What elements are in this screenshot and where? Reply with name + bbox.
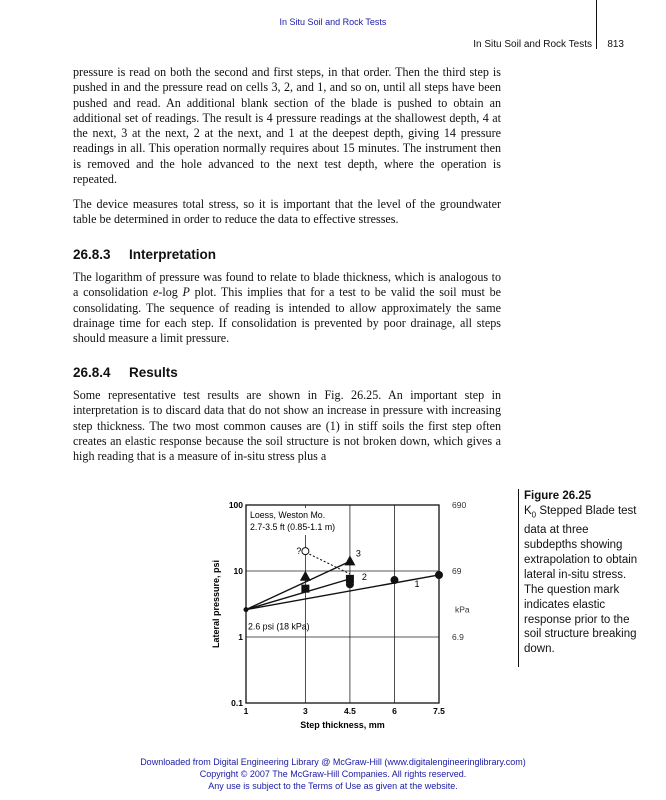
section-heading-interpretation bbox=[73, 247, 216, 262]
paragraph-2: The device measures total stress, so it is important that the level of the groundwater table be determined in order to reduce the data to effective stresses. bbox=[73, 197, 501, 227]
y-tick-label: 100 bbox=[228, 500, 243, 510]
extrapolation-line-3 bbox=[246, 561, 350, 609]
paragraph-3-part: plot. This implies that for a test to be valid the soil must be consolidating. The sequence of reading is intended to allow approximately the same drainage time for each step. If consolidation is prevented by poor drainage, all steps should measure a limit pressure. bbox=[73, 285, 502, 346]
paragraph-1: pressure is read on both the second and first steps, in that order. Then the third step is pushed in and the pressure read on cells 3, 2, and 1, and so on, until all steps have been pushed and read. An additional blank section of the blade is pushed to obtain an additional set of readings. The result is 4 pressure readings at the shallowest depth, 4 at the next, 3 at the next, 2 at the next, and 1 at the deepest depth, giving 14 pressure readings in all. This operation normally requires about 15 minutes. The instrument then is removed and the hole advanced to the next test depth, where the operation is repeated. bbox=[73, 65, 501, 187]
annotation-site: Loess, Weston Mo. bbox=[250, 510, 326, 520]
paragraph-4-block bbox=[73, 388, 501, 464]
paragraph-3-block bbox=[73, 270, 501, 346]
x-tick-label: 1 bbox=[243, 706, 249, 716]
x-tick-label: 6 bbox=[392, 706, 397, 716]
y-tick-label: 1 bbox=[238, 632, 243, 642]
series-label-2: 2 bbox=[361, 571, 367, 582]
extrapolation-line-1 bbox=[246, 575, 439, 610]
question-mark-label: ? bbox=[296, 546, 302, 557]
paragraph-2-block bbox=[73, 197, 501, 228]
paragraph-3-part: The logarithm of pressure was found to relate to blade thickness, which is analogous to a consolidation bbox=[73, 270, 501, 300]
footer bbox=[0, 756, 666, 792]
series-label-3: 3 bbox=[355, 548, 361, 559]
figure-caption-text bbox=[524, 504, 642, 657]
caption-body: Stepped Blade test data at three subdepths showing extrapolation to obtain lateral in-situ stress. The question mark indicates elastic response prior to the soil structure breaking down. bbox=[524, 504, 638, 656]
extrapolated-intercept-point bbox=[244, 607, 249, 612]
top-link[interactable]: In Situ Soil and Rock Tests bbox=[279, 17, 387, 27]
series-3-point bbox=[300, 571, 311, 581]
x-axis-label: Step thickness, mm bbox=[300, 720, 385, 730]
right-axis-ticks bbox=[452, 500, 470, 642]
section-number: 26.8.3 bbox=[73, 247, 111, 262]
series-3-point bbox=[344, 555, 355, 565]
section-title: Results bbox=[129, 365, 178, 380]
footer-link[interactable]: Downloaded from Digital Engineering Library @ McGraw-Hill (www.digitalengineeringlibrary.com) bbox=[140, 757, 526, 767]
x-tick-label: 7.5 bbox=[433, 706, 445, 716]
running-head: In Situ Soil and Rock Tests bbox=[473, 39, 592, 50]
caption-k: K bbox=[524, 504, 532, 517]
series-label-1: 1 bbox=[414, 579, 420, 590]
italic-p: P bbox=[182, 285, 190, 300]
paragraph-1-block bbox=[73, 65, 501, 187]
chart-labels bbox=[211, 508, 419, 730]
right-tick-label: 690 bbox=[452, 500, 467, 510]
y-tick-label: 10 bbox=[233, 566, 243, 576]
right-tick-label: 69 bbox=[452, 566, 462, 576]
paragraph-4: Some representative test results are shown in Fig. 26.25. An important step in interpretation is to discard data that do not show an increase in pressure with increasing step thickness. The two most common causes are (1) in stiff soils the first step often creates an elastic response because the soil structure is not broken down, which gives a high reading that is a measure of in-situ stress plus a bbox=[73, 388, 501, 464]
annotation-depth: 2.7-3.5 ft (0.85-1.1 m) bbox=[250, 522, 336, 532]
right-tick-label: 6.9 bbox=[452, 632, 464, 642]
header-rule bbox=[596, 0, 597, 49]
footer-terms: Any use is subject to the Terms of Use as given at the website. bbox=[208, 781, 458, 791]
x-tick-label: 4.5 bbox=[344, 706, 356, 716]
series-2-point bbox=[301, 585, 309, 593]
figure-caption-title: Figure 26.25 bbox=[524, 490, 592, 502]
figure-caption bbox=[518, 489, 642, 667]
italic-e: e bbox=[152, 285, 159, 300]
y-tick-label: 0.1 bbox=[231, 698, 243, 708]
section-title: Interpretation bbox=[129, 247, 217, 262]
section-heading-results bbox=[73, 365, 178, 380]
elastic-response-point bbox=[302, 548, 309, 555]
series-1-point bbox=[390, 576, 398, 584]
right-axis-unit: kPa bbox=[455, 604, 470, 615]
figure-chart bbox=[205, 492, 505, 742]
series-2-point bbox=[346, 575, 354, 583]
series-1-point bbox=[435, 571, 443, 579]
caption-k-subscript: 0 bbox=[531, 510, 537, 520]
section-number: 26.8.4 bbox=[73, 365, 111, 380]
paragraph-3 bbox=[73, 270, 501, 346]
annotation-intercept: 2.6 psi (18 kPa) bbox=[248, 621, 310, 632]
y-axis-label: Lateral pressure, psi bbox=[211, 559, 221, 649]
footer-copyright: Copyright © 2007 The McGraw-Hill Companies. All rights reserved. bbox=[199, 769, 467, 779]
x-tick-label: 3 bbox=[303, 706, 308, 716]
y-axis-ticks bbox=[229, 500, 243, 708]
extrapolation-lines bbox=[246, 554, 439, 609]
paragraph-3-part: -log bbox=[158, 285, 183, 300]
page-number: 813 bbox=[607, 39, 624, 50]
x-axis-ticks bbox=[244, 706, 446, 716]
